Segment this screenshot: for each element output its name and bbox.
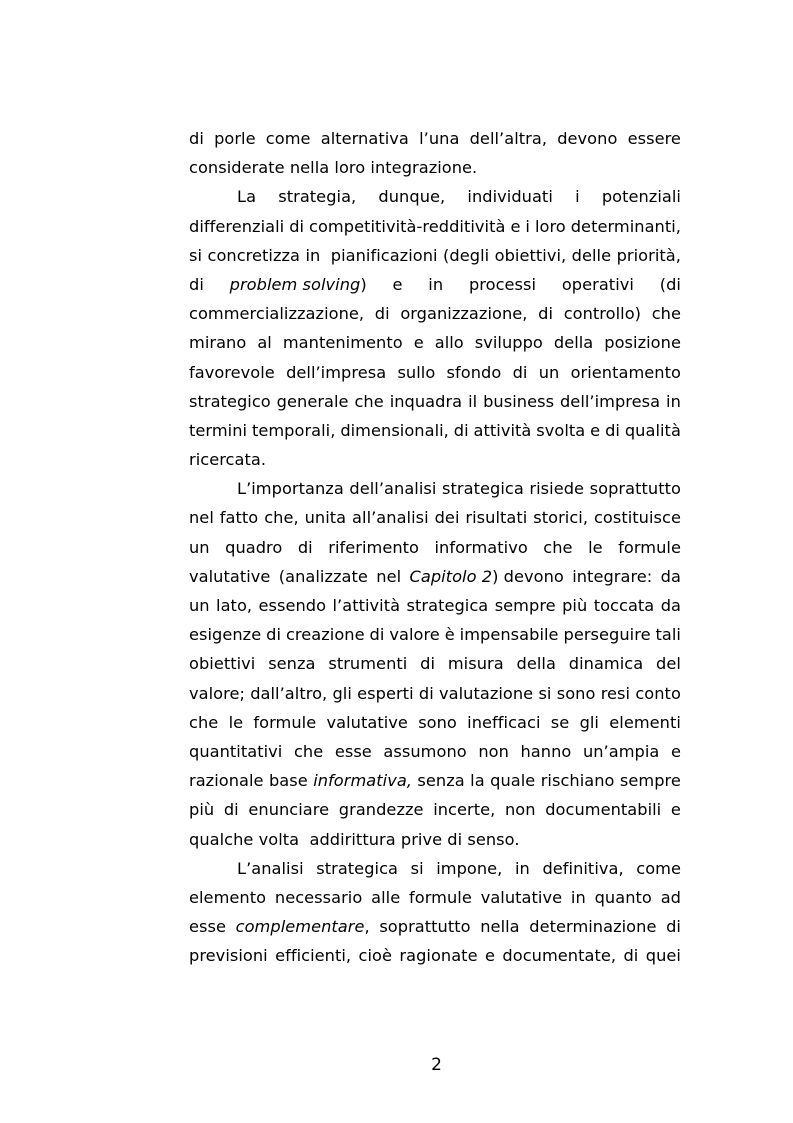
word: un (538, 362, 560, 382)
word: e (413, 333, 424, 353)
word: se (550, 712, 570, 732)
text-line (189, 795, 681, 824)
word: conto (635, 683, 681, 703)
word: determinazione (529, 917, 657, 937)
word: resi (600, 683, 631, 703)
word: individuati (467, 187, 553, 207)
word: senza (417, 771, 465, 791)
word: formule (618, 537, 681, 557)
word: impensabile (459, 625, 559, 645)
word: alle (371, 887, 401, 907)
word: i (575, 187, 580, 207)
word: senza (268, 654, 316, 674)
text-line (189, 503, 681, 532)
word: che (189, 712, 219, 732)
text-line (189, 941, 681, 970)
word: strategico (189, 391, 271, 411)
word: integrare: (572, 566, 653, 586)
word: porle (214, 129, 256, 148)
text-line (189, 358, 681, 387)
word: di (420, 654, 436, 674)
word: sempre (619, 771, 681, 791)
word: essendo (258, 596, 327, 615)
word: la (470, 771, 485, 791)
word: sfondo (446, 362, 502, 382)
word: valutative (189, 566, 271, 586)
word: strategia, (278, 187, 357, 207)
word: l’attività (332, 596, 401, 615)
text-line (189, 241, 681, 270)
word: in (666, 391, 681, 411)
word: esperti (357, 683, 414, 703)
word: più (562, 596, 588, 615)
word: un (189, 537, 210, 557)
word: nel (376, 566, 402, 586)
text-line (189, 679, 681, 708)
word: ragionate (399, 946, 478, 966)
word: che (651, 304, 681, 324)
word: soprattutto (589, 479, 681, 499)
word: quei (645, 946, 681, 966)
word: costituisce (593, 508, 681, 528)
text-line (189, 562, 681, 591)
word: concretizza (207, 245, 301, 265)
word: informativo (434, 537, 528, 557)
word: nella (480, 917, 520, 937)
word: creazione (285, 625, 365, 645)
word: ) devono (492, 566, 564, 586)
word: valutative (480, 887, 563, 907)
word: un’ampia (582, 741, 660, 761)
word: generale (276, 391, 349, 411)
word: esigenze (189, 625, 262, 645)
word: da (660, 566, 681, 586)
word (410, 562, 564, 591)
word: dinamica (568, 654, 644, 674)
word: efficienti, (275, 946, 352, 966)
text-line (189, 270, 681, 299)
word: esse (334, 741, 372, 761)
word: di (538, 304, 554, 324)
word: (degli (443, 245, 490, 265)
word: di (266, 625, 282, 645)
word: il (468, 391, 478, 411)
word: e (670, 800, 681, 820)
word: le (228, 712, 244, 732)
word: previsioni (189, 946, 268, 966)
word: sullo (397, 362, 436, 382)
word: sviluppo (474, 333, 543, 353)
text-line (189, 124, 681, 153)
word: dall’altro, (250, 683, 328, 703)
word: (analizzate (278, 566, 368, 586)
word: obiettivi (189, 654, 256, 674)
word: operativi (561, 274, 634, 294)
word: dell’altra, (469, 129, 548, 148)
text-line (189, 328, 681, 357)
word: di (418, 683, 434, 703)
word: fatto (219, 508, 259, 528)
italic-term: complementare (235, 917, 365, 937)
text-line (189, 854, 681, 883)
word: soprattutto (379, 917, 471, 937)
word: valore (389, 625, 440, 645)
word: orientamento (570, 362, 681, 382)
word: in (428, 274, 444, 294)
word: mirano (189, 333, 247, 353)
word: strumenti (328, 654, 408, 674)
word: della (516, 654, 556, 674)
word: che, (264, 508, 299, 528)
text-line (189, 182, 681, 211)
word: documentate, (502, 946, 617, 966)
word: si (538, 683, 552, 703)
word: e (392, 274, 403, 294)
word: quadro (225, 537, 283, 557)
word: cioè (358, 946, 392, 966)
word: che (293, 741, 324, 761)
word: al (257, 333, 272, 353)
word: impone, (436, 858, 503, 878)
body-text (189, 124, 681, 970)
word: organizzazione, (400, 304, 528, 324)
text-line: considerate nella loro integrazione. (189, 158, 478, 178)
word: grandezze (338, 800, 424, 820)
word: e (590, 420, 601, 440)
word: svolta (536, 420, 586, 440)
word: definitiva, (542, 858, 624, 878)
text-line (189, 620, 681, 649)
word: l’una (419, 129, 460, 148)
word: elemento (189, 887, 267, 907)
word: assumono (383, 741, 467, 761)
word: , (364, 917, 370, 937)
text-line (189, 737, 681, 766)
word: delle (571, 245, 612, 265)
word: dei (434, 508, 460, 528)
word: nel (189, 508, 214, 528)
word: valore; (189, 683, 245, 703)
word: all’analisi (352, 508, 429, 528)
word: L’analisi (237, 858, 304, 878)
word: di (666, 917, 681, 937)
word: formule (409, 887, 472, 907)
word: in (514, 858, 530, 878)
word: le (588, 537, 603, 557)
text-line (189, 416, 681, 445)
word: si (189, 245, 203, 265)
word: quantitativi (189, 741, 283, 761)
word: di (189, 274, 204, 294)
word: si (410, 858, 424, 878)
word: di (623, 946, 639, 966)
word: elementi (609, 712, 681, 732)
word: più (189, 800, 215, 820)
word: qualità (624, 420, 681, 440)
word: determinanti, (570, 216, 681, 236)
page-number: 2 (431, 1055, 442, 1075)
word: di (369, 625, 385, 645)
word: priorità, (616, 245, 681, 265)
word: di (189, 129, 204, 148)
word: inquadra (389, 391, 463, 411)
word: allo (434, 333, 464, 353)
word: di (605, 420, 620, 440)
word: dell’impresa (286, 362, 387, 382)
word: sono (418, 712, 457, 732)
word: business (483, 391, 555, 411)
word: documentabili (545, 800, 662, 820)
word: del (656, 654, 681, 674)
word: ad (660, 887, 681, 907)
word: temporali, (251, 420, 336, 440)
word: in (570, 887, 586, 907)
word: di (512, 362, 528, 382)
word: inefficaci (467, 712, 541, 732)
word: non (478, 741, 509, 761)
word: loro (534, 216, 566, 236)
word: come (265, 129, 311, 148)
word: devono (557, 129, 618, 148)
word: dell’impresa (559, 391, 661, 411)
word: strategica (316, 858, 398, 878)
word: strategica (406, 596, 489, 615)
word: di (297, 537, 313, 557)
italic-term: problem solving (229, 274, 361, 294)
word: competitività-redditività (309, 216, 506, 236)
italic-term: Capitolo 2 (409, 566, 493, 586)
word: hanno (520, 741, 572, 761)
word: da (660, 596, 681, 615)
word: e (670, 741, 681, 761)
word: enunciare (248, 800, 330, 820)
word: base (268, 771, 308, 791)
word: in pianificazioni (305, 245, 438, 265)
word: risultati (465, 508, 528, 528)
word: che (354, 391, 384, 411)
word: unita (304, 508, 347, 528)
word: attività (473, 420, 532, 440)
word: risiede (529, 479, 585, 499)
word: necessario (274, 887, 363, 907)
word: misura (447, 654, 504, 674)
word: alternativa (320, 129, 409, 148)
text-line (189, 387, 681, 416)
word: esse (189, 917, 226, 937)
word: L’importanza (237, 479, 344, 499)
word: di (453, 420, 469, 440)
word: gli (332, 683, 352, 703)
word: (di (659, 274, 681, 294)
text-line (189, 474, 681, 503)
word: differenziali (189, 216, 285, 236)
word: dimensionali, (340, 420, 449, 440)
word: processi (468, 274, 537, 294)
word: storici, (533, 508, 589, 528)
word: dunque, (378, 187, 446, 207)
word: riferimento (328, 537, 419, 557)
word: favorevole (189, 362, 275, 382)
word: lato, (216, 596, 253, 615)
word: tali (655, 625, 681, 645)
text-line (189, 299, 681, 328)
word: valutative (326, 712, 408, 732)
word: rischiano (540, 771, 615, 791)
text-line: ricercata. (189, 450, 267, 470)
word: e (485, 946, 496, 966)
word: di (289, 216, 305, 236)
word: razionale (189, 771, 264, 791)
word: La (237, 187, 257, 207)
text-line (189, 766, 681, 795)
word: un (189, 596, 210, 615)
text-line: qualche volta addirittura prive di senso. (189, 829, 520, 849)
word: e (510, 216, 521, 236)
word: di (374, 304, 390, 324)
word: perseguire (563, 625, 651, 645)
text-line (189, 708, 681, 737)
word: gli (579, 712, 599, 732)
word: toccata (593, 596, 655, 615)
word (236, 912, 370, 941)
word: controllo) (563, 304, 642, 324)
text-line (189, 912, 681, 941)
word: quanto (594, 887, 652, 907)
word: che (543, 537, 573, 557)
text-line (189, 591, 681, 620)
word: potenziali (601, 187, 681, 207)
word: sono (556, 683, 596, 703)
word: commercializzazione, (189, 304, 365, 324)
word: come (636, 858, 681, 878)
word: formule (253, 712, 317, 732)
word: essere (627, 129, 681, 148)
word: quale (490, 771, 536, 791)
word: dell’analisi (349, 479, 437, 499)
word: di (223, 800, 239, 820)
word: obiettivi, (494, 245, 567, 265)
italic-term: informativa, (313, 771, 412, 791)
word: termini (189, 420, 248, 440)
word: strategica (442, 479, 524, 499)
word: non (504, 800, 536, 820)
word: ) (360, 274, 367, 294)
word: sempre (494, 596, 556, 615)
text-line (189, 883, 681, 912)
text-line (189, 533, 681, 562)
text-line (189, 212, 681, 241)
text-line (189, 649, 681, 678)
word: posizione (604, 333, 681, 353)
word: valutazione (439, 683, 534, 703)
word (230, 270, 367, 299)
word: i (525, 216, 530, 236)
word: incerte, (433, 800, 496, 820)
word: della (553, 333, 594, 353)
word: è (444, 625, 455, 645)
word: mantenimento (282, 333, 403, 353)
